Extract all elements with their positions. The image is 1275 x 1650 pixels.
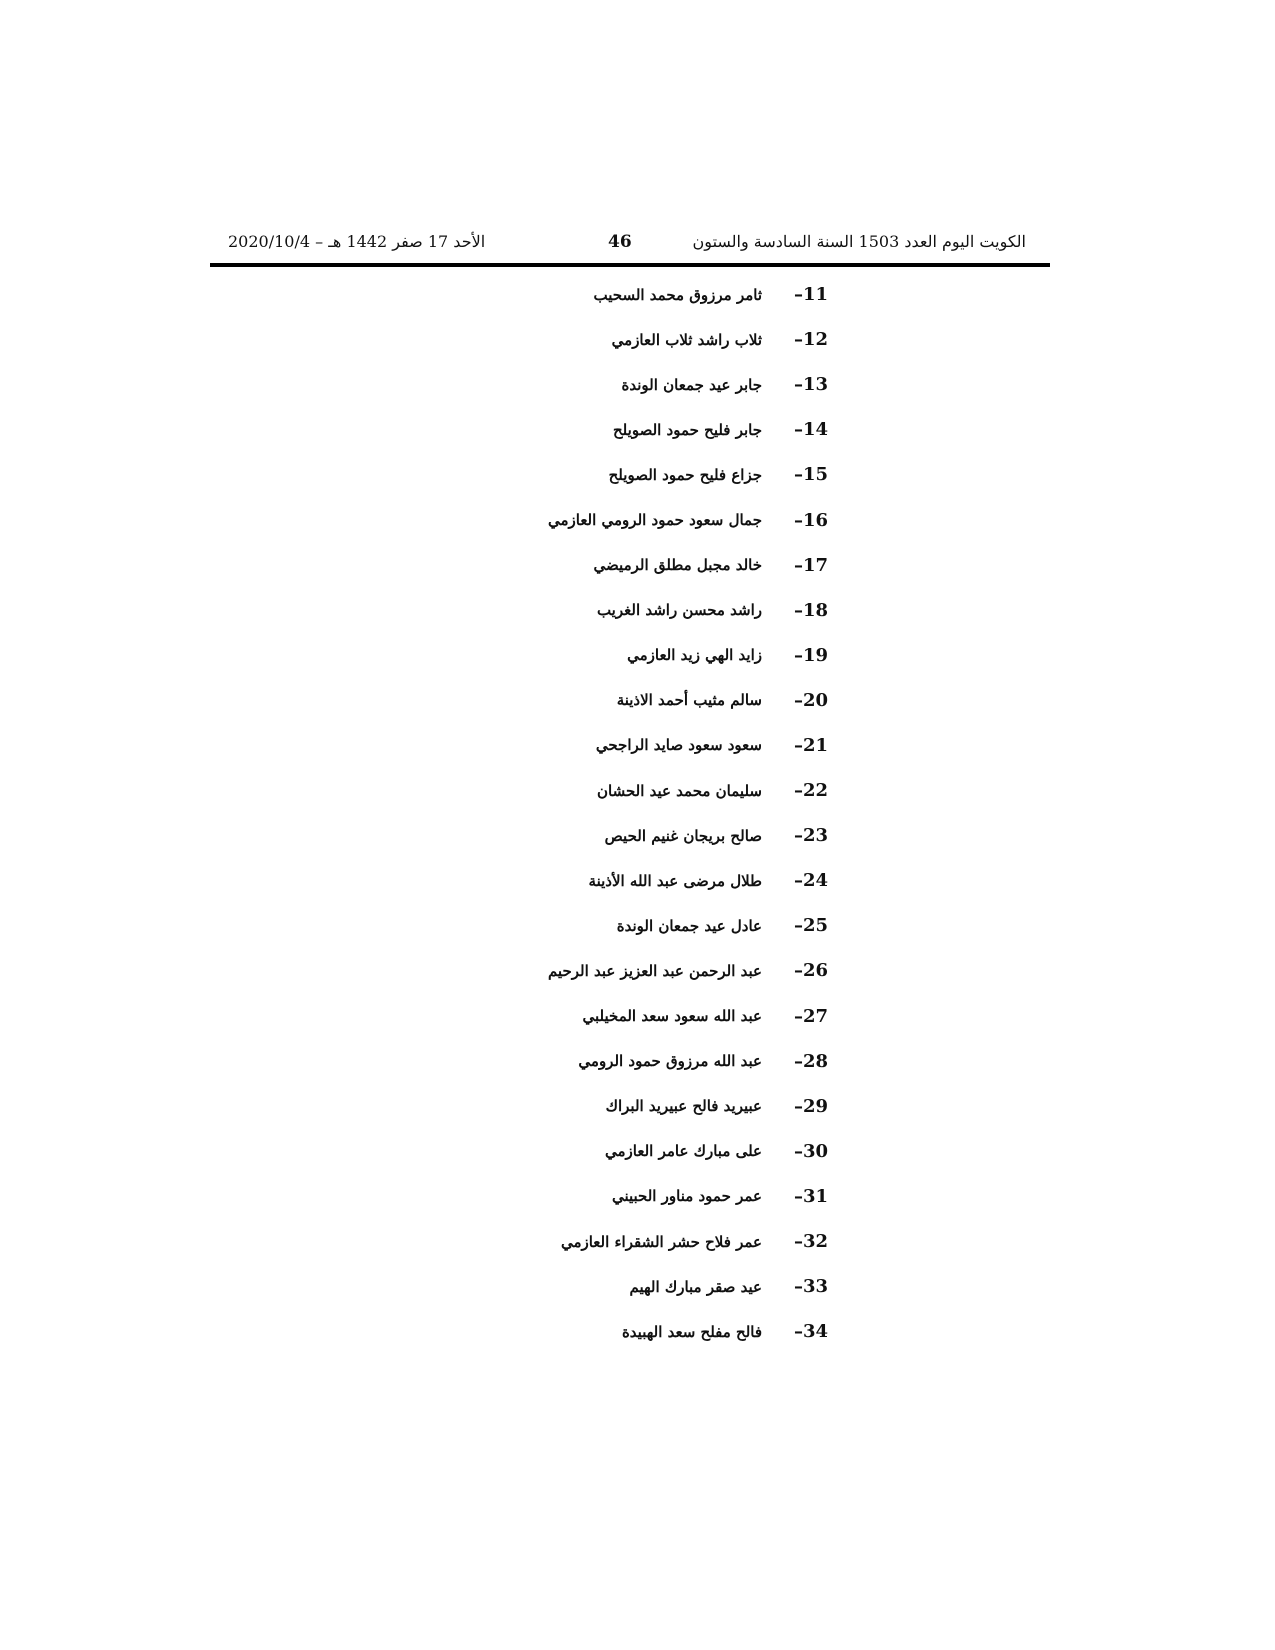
list-item xyxy=(540,543,828,588)
list-item xyxy=(540,317,828,362)
list-item-number: 33– xyxy=(793,1276,828,1298)
list-item-name: على مبارك عامر العازمي xyxy=(605,1142,762,1161)
list-item-name: راشد محسن راشد الغريب xyxy=(596,601,762,620)
list-item xyxy=(540,813,828,858)
list-item-number: 15– xyxy=(793,464,828,486)
list-item-number: 24– xyxy=(793,870,828,892)
list-item-number: 11– xyxy=(793,284,828,306)
list-item xyxy=(540,1219,828,1264)
list-item xyxy=(540,1174,828,1219)
list-item-name: جابر فليح حمود الصويلح xyxy=(613,420,762,439)
list-item-name: طلال مرضى عبد الله الأذينة xyxy=(588,871,762,890)
list-item-name: عبد الله سعود سعد المخيلبي xyxy=(582,1007,762,1026)
list-item xyxy=(540,678,828,723)
list-item-name: سعود سعود صايد الراجحي xyxy=(595,736,762,755)
list-item-number: 14– xyxy=(793,419,828,441)
list-item xyxy=(540,1264,828,1309)
list-item-number: 23– xyxy=(793,825,828,847)
list-item-name: صالح بريجان غنيم الحيص xyxy=(604,826,762,845)
list-item-name: عمر حمود مناور الحبيني xyxy=(611,1187,762,1206)
list-item-number: 17– xyxy=(793,554,828,576)
list-item-number: 28– xyxy=(793,1050,828,1072)
list-item-name: عبيريد فالح عبيريد البراك xyxy=(605,1097,762,1116)
header-divider xyxy=(210,263,1050,267)
list-item xyxy=(540,272,828,317)
list-item xyxy=(540,588,828,633)
list-item-number: 29– xyxy=(793,1095,828,1117)
list-item xyxy=(540,1039,828,1084)
list-item xyxy=(540,1129,828,1174)
list-item-name: سالم مثيب أحمد الاذينة xyxy=(616,691,762,710)
list-item-name: عبد الرحمن عبد العزيز عبد الرحيم xyxy=(547,961,762,980)
list-item-number: 20– xyxy=(793,689,828,711)
list-item-number: 26– xyxy=(793,960,828,982)
gazette-issue-info: الكويت اليوم العدد 1503 السنة السادسة والستون xyxy=(692,232,1026,251)
list-item-number: 27– xyxy=(793,1005,828,1027)
list-item-number: 19– xyxy=(793,644,828,666)
list-item xyxy=(540,633,828,678)
list-item-name: عادل عيد جمعان الوندة xyxy=(616,916,762,935)
list-item-name: جزاع فليح حمود الصويلح xyxy=(608,465,762,484)
list-item-name: ثلاب راشد ثلاب العازمي xyxy=(611,330,762,349)
list-item xyxy=(540,452,828,497)
list-item xyxy=(540,948,828,993)
list-item-name: ثامر مرزوق محمد السحيب xyxy=(593,285,762,304)
list-item-number: 13– xyxy=(793,374,828,396)
list-item xyxy=(540,407,828,452)
list-item-name: عيد صقر مبارك الهيم xyxy=(629,1277,762,1296)
list-item-number: 30– xyxy=(793,1140,828,1162)
list-item-number: 32– xyxy=(793,1231,828,1253)
list-item-number: 12– xyxy=(793,329,828,351)
list-item-number: 21– xyxy=(793,734,828,756)
list-item-name: خالد مجبل مطلق الرميضي xyxy=(593,556,762,575)
list-item xyxy=(540,362,828,407)
names-list xyxy=(540,272,828,1354)
list-item-name: فالح مفلح سعد الهبيدة xyxy=(621,1322,762,1341)
list-item xyxy=(540,1309,828,1354)
list-item xyxy=(540,723,828,768)
issue-date: الأحد 17 صفر 1442 هـ – 2020/10/4 xyxy=(228,232,486,251)
list-item-name: جمال سعود حمود الرومي العازمي xyxy=(547,511,762,530)
list-item xyxy=(540,497,828,542)
list-item xyxy=(540,994,828,1039)
list-item xyxy=(540,1084,828,1129)
page-header xyxy=(228,232,1026,262)
list-item-number: 16– xyxy=(793,509,828,531)
list-item-name: عبد الله مرزوق حمود الرومي xyxy=(578,1052,762,1071)
list-item xyxy=(540,858,828,903)
list-item xyxy=(540,903,828,948)
list-item-number: 31– xyxy=(793,1185,828,1207)
list-item-name: سليمان محمد عيد الحشان xyxy=(597,781,762,800)
list-item-name: زايد الهي زيد العازمي xyxy=(627,646,762,665)
list-item-number: 34– xyxy=(793,1321,828,1343)
list-item-number: 25– xyxy=(793,915,828,937)
list-item-name: جابر عيد جمعان الوندة xyxy=(621,375,762,394)
list-item xyxy=(540,768,828,813)
page-number: 46 xyxy=(608,232,632,252)
list-item-number: 22– xyxy=(793,780,828,802)
list-item-number: 18– xyxy=(793,599,828,621)
list-item-name: عمر فلاح حشر الشقراء العازمي xyxy=(560,1232,762,1251)
